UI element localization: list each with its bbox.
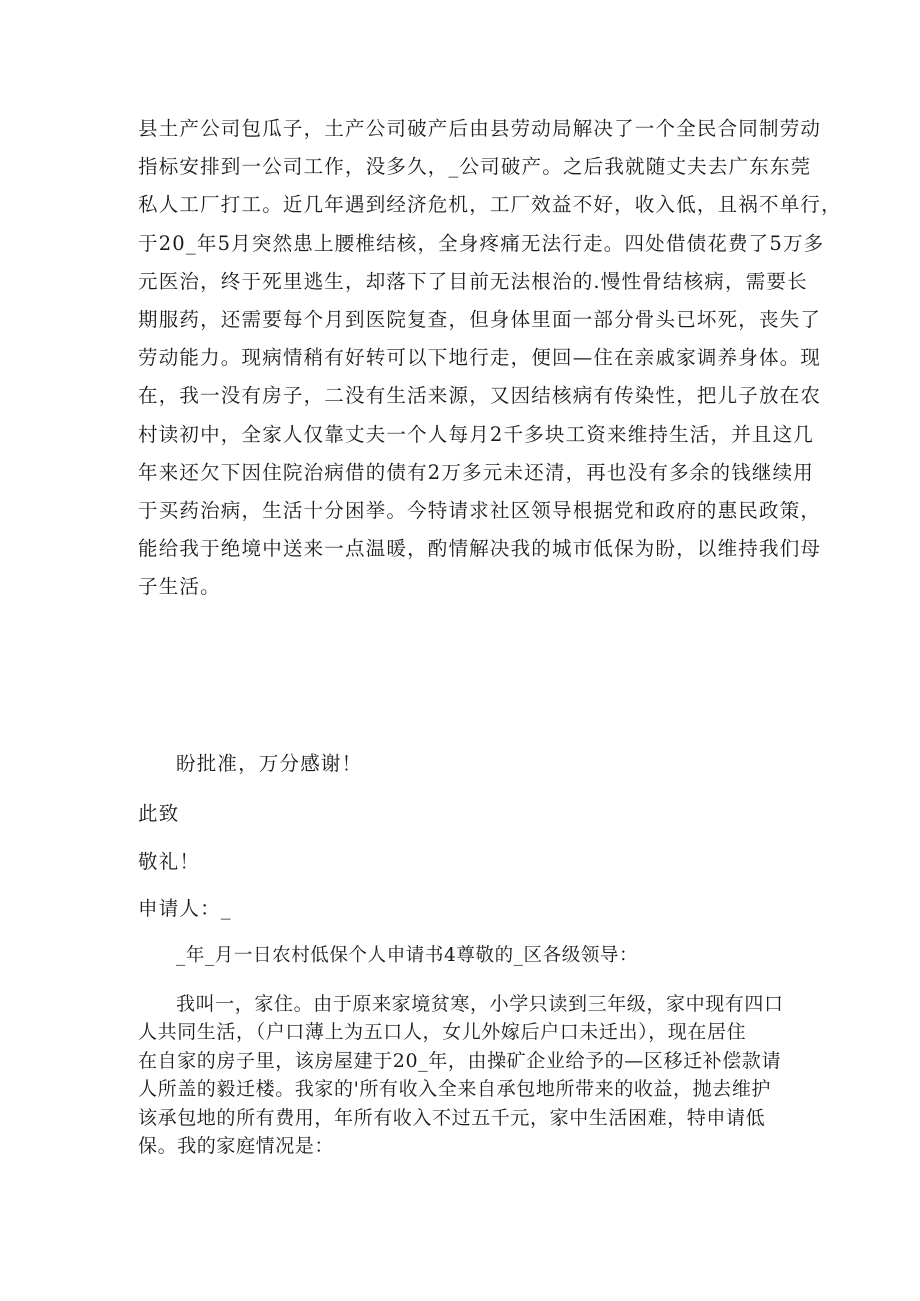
body-line: 私人工厂打工。近几年遇到经济危机，工厂效益不好，收入低，且祸不单行， xyxy=(138,193,842,217)
body-line: 于20_年5月突然患上腰椎结核，全身疼痛无法行走。四处借债花费了5万多 xyxy=(138,231,825,255)
closing-line: 盼批准，万分感谢！ xyxy=(176,752,363,775)
letter-body xyxy=(138,110,842,607)
body-line: 能给我于绝境中送来一点温暖，酌情解决我的城市低保为盼，以维持我们母 xyxy=(138,537,822,561)
salutation-line: 敬礼！ xyxy=(138,850,201,873)
body-line: 元医治，终于死里逃生，却落下了目前无法根治的.慢性骨结核病，需要长 xyxy=(138,269,808,293)
body-line: 在自家的房子里，该房屋建于20_年，由操矿企业给予的—区移迁补偿款请 xyxy=(138,1049,782,1072)
body-line: 指标安排到一公司工作，没多久，_公司破产。之后我就随丈夫去广东东莞 xyxy=(138,155,812,179)
second-letter-body xyxy=(138,990,798,1160)
body-line: 劳动能力。现病情稍有好转可以下地行走，便回—住在亲戚家调养身体。现 xyxy=(138,346,822,370)
salutation-line: 此致 xyxy=(138,802,180,825)
body-line: 该承包地的所有费用，年所有收入不过五千元，家中生活困难，特申请低 xyxy=(138,1106,766,1129)
body-line: 期服药，还需要每个月到医院复查，但身体里面一部分骨头已坏死，丧失了 xyxy=(138,308,822,332)
body-line: 年来还欠下因住院治病借的债有2万多元未还清，再也没有多余的钱继续用 xyxy=(138,460,815,484)
date-title-line: _年_月一日农村低保个人申请书4尊敬的_区各级领导： xyxy=(176,945,639,966)
body-line: 子生活。 xyxy=(138,575,221,599)
body-line: 保。我的家庭情况是： xyxy=(138,1135,335,1158)
body-line: 人共同生活，（户口薄上为五口人，女儿外嫁后户口未迁出），现在居住 xyxy=(138,1021,747,1044)
body-line: 于买药治病，生活十分困挙。今特请求社区领导根据党和政府的惠民政策， xyxy=(138,499,822,523)
body-line: 人所盖的毅迁楼。我家的'所有收入全来自承包地所带来的收益，抛去维护 xyxy=(138,1078,772,1101)
body-line: 村读初中，全家人仅靠丈夫一个人每月2千多块工资来维持生活，并且这几 xyxy=(138,422,815,446)
body-line: 县土产公司包瓜子，土产公司破产后由县劳动局解决了一个全民合同制劳动 xyxy=(138,117,822,140)
applicant-line: 申请人：_ xyxy=(138,897,232,920)
body-line: 我叫一，家住。由于原来家境贫寒，小学只读到三年级，家中现有四口 xyxy=(176,993,784,1015)
body-line: 在，我一没有房子，二没有生活来源，又因结核病有传染性，把儿子放在农 xyxy=(138,384,822,408)
